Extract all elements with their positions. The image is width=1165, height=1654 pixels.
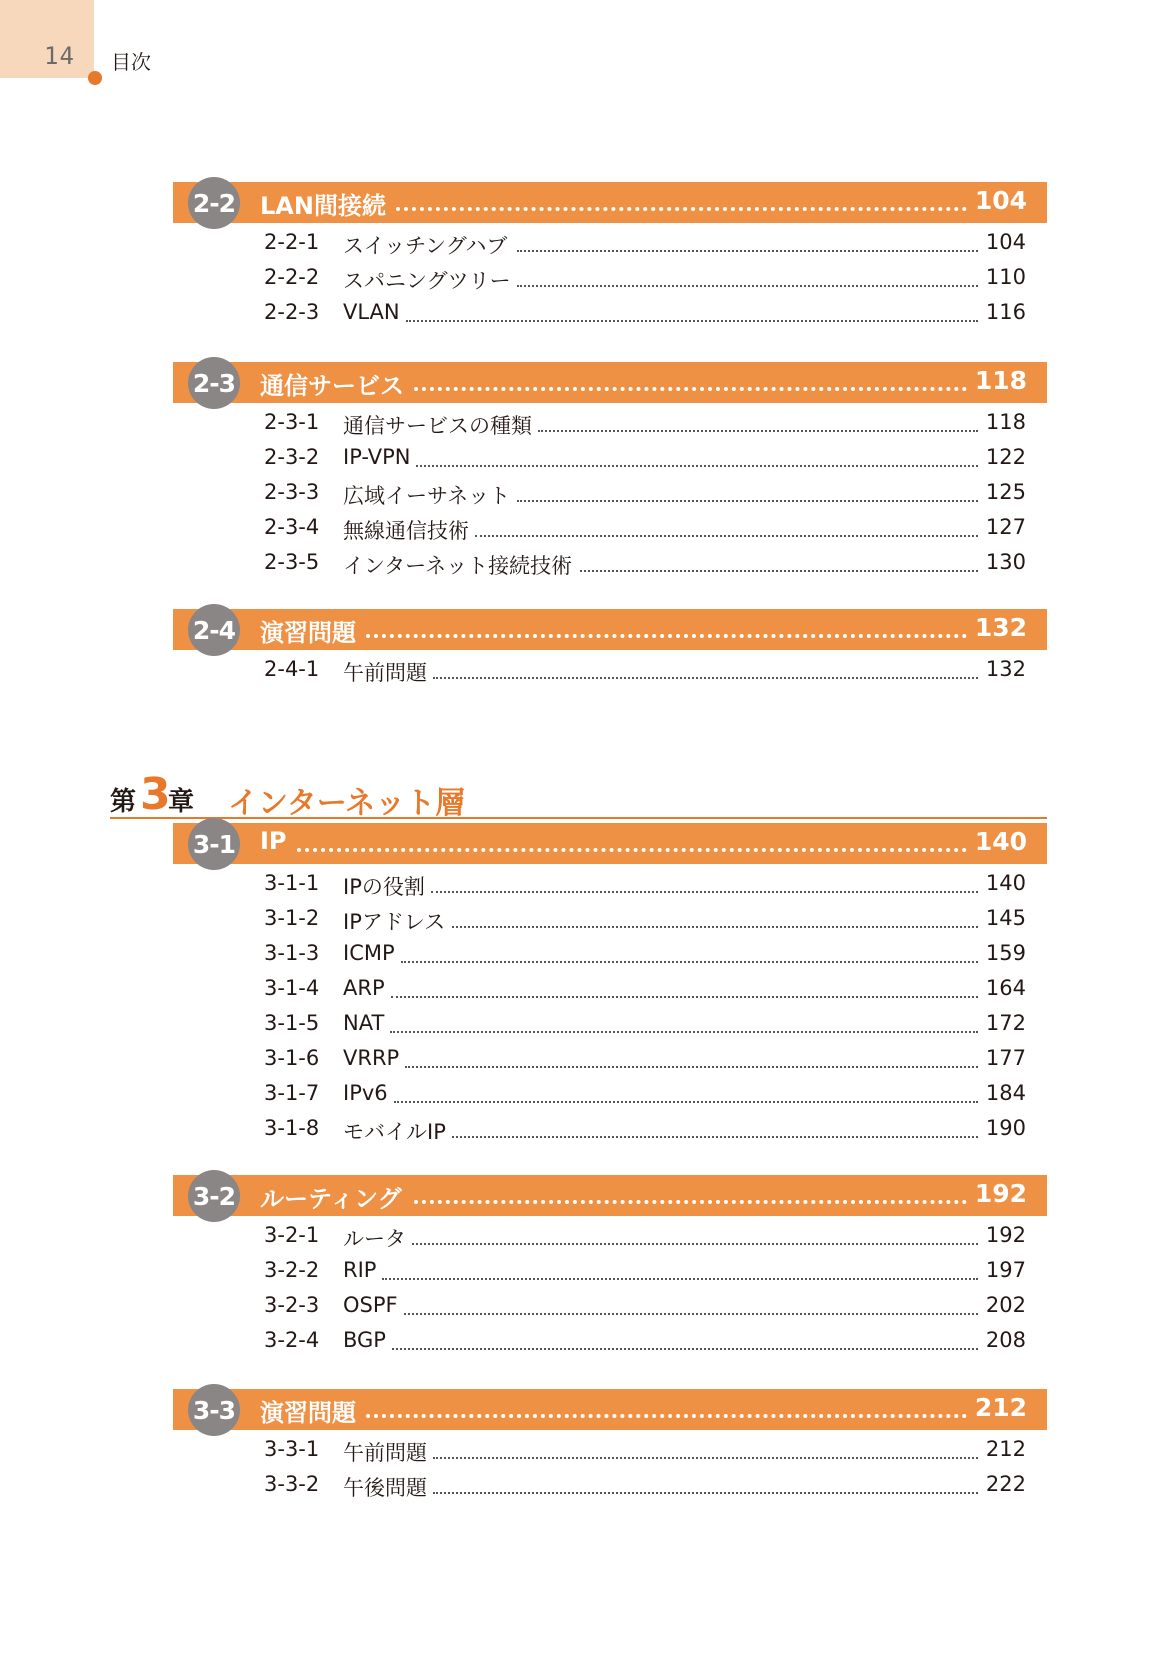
entry-leader-dots: [404, 1313, 978, 1315]
entry-number: 3-3-1: [264, 1437, 320, 1461]
entry-title: IPv6: [343, 1081, 388, 1105]
chapter-number: 3: [140, 769, 171, 820]
entry-leader-dots: [394, 1101, 978, 1103]
entry-number: 2-3-5: [264, 550, 320, 574]
section-3-2[interactable]: [173, 1175, 1047, 1216]
section-number: 2-4: [192, 615, 236, 645]
entry-page: 190: [985, 1116, 1026, 1140]
entry-number: 3-2-1: [264, 1223, 320, 1247]
entry-leader-dots: [431, 891, 978, 893]
section-leader-dots: [366, 1414, 967, 1418]
entry-number: 3-3-2: [264, 1472, 320, 1496]
page-dot-icon: [88, 71, 102, 85]
entry-number: 2-2-2: [264, 265, 320, 289]
entry-leader-dots: [412, 1243, 978, 1245]
section-number: 2-3: [192, 368, 236, 398]
entry-leader-dots: [452, 1136, 978, 1138]
toc-entry-3-2-1[interactable]: [264, 1223, 1026, 1253]
running-head: 目次: [111, 50, 151, 74]
entry-title: NAT: [343, 1011, 385, 1035]
entry-page: 140: [985, 871, 1026, 895]
chapter-suffix: 章: [168, 787, 195, 817]
entry-number: 3-2-4: [264, 1328, 320, 1352]
section-leader-dots: [366, 634, 967, 638]
section-title: LAN間接続: [260, 192, 386, 220]
entry-title: 午前問題: [343, 661, 427, 685]
section-number: 3-1: [192, 829, 236, 859]
chapter-heading: [110, 769, 1047, 821]
entry-page: 208: [985, 1328, 1026, 1352]
section-2-2[interactable]: [173, 182, 1047, 223]
section-title: 通信サービス: [260, 372, 404, 400]
toc-entry-2-2-1[interactable]: [264, 230, 1026, 260]
entry-number: 2-3-3: [264, 480, 320, 504]
section-number-badge: [188, 604, 240, 656]
chapter-prefix: 第: [110, 787, 137, 817]
section-page: 192: [974, 1179, 1027, 1208]
entry-page: 110: [985, 265, 1026, 289]
entry-number: 3-1-4: [264, 976, 320, 1000]
toc-entry-3-2-2[interactable]: [264, 1258, 1026, 1288]
entry-leader-dots: [406, 320, 978, 322]
section-page: 212: [974, 1393, 1027, 1422]
section-leader-dots: [396, 207, 967, 211]
entry-number: 2-4-1: [264, 657, 320, 681]
entry-number: 3-1-5: [264, 1011, 320, 1035]
entry-leader-dots: [517, 250, 978, 252]
section-number-badge: [188, 1384, 240, 1436]
entry-page: 222: [985, 1472, 1026, 1496]
section-number: 3-2: [192, 1181, 236, 1211]
toc-entry-2-3-2[interactable]: [264, 445, 1026, 475]
entry-page: 164: [985, 976, 1026, 1000]
toc-entry-2-3-4[interactable]: [264, 515, 1026, 545]
entry-title: インターネット接続技術: [343, 554, 573, 578]
toc-entry-3-1-3[interactable]: [264, 941, 1026, 971]
entry-number: 2-2-3: [264, 300, 320, 324]
entry-title: 無線通信技術: [343, 519, 469, 543]
entry-number: 3-1-8: [264, 1116, 320, 1140]
entry-number: 3-2-2: [264, 1258, 320, 1282]
section-number-badge: [188, 1170, 240, 1222]
toc-entry-2-3-1[interactable]: [264, 410, 1026, 440]
toc-entry-3-1-4[interactable]: [264, 976, 1026, 1006]
entry-page: 116: [985, 300, 1026, 324]
section-title: 演習問題: [260, 619, 356, 647]
entry-title: ICMP: [343, 941, 395, 965]
section-2-4[interactable]: [173, 609, 1047, 650]
entry-page: 192: [985, 1223, 1026, 1247]
entry-page: 145: [985, 906, 1026, 930]
toc-entry-3-3-1[interactable]: [264, 1437, 1026, 1467]
toc-entry-3-2-3[interactable]: [264, 1293, 1026, 1323]
entry-page: 202: [985, 1293, 1026, 1317]
entry-leader-dots: [517, 285, 978, 287]
entry-number: 3-1-6: [264, 1046, 320, 1070]
entry-leader-dots: [452, 926, 978, 928]
entry-title: スパニングツリー: [343, 269, 511, 293]
entry-title: 通信サービスの種類: [343, 414, 532, 438]
toc-entry-3-1-1[interactable]: [264, 871, 1026, 901]
entry-page: 159: [985, 941, 1026, 965]
section-page: 132: [974, 613, 1027, 642]
entry-page: 172: [985, 1011, 1026, 1035]
entry-leader-dots: [433, 1492, 978, 1494]
entry-page: 132: [985, 657, 1026, 681]
entry-title: IPの役割: [343, 875, 425, 899]
entry-page: 130: [985, 550, 1026, 574]
entry-leader-dots: [433, 677, 978, 679]
section-number-badge: [188, 818, 240, 870]
entry-number: 2-3-1: [264, 410, 320, 434]
entry-number: 3-2-3: [264, 1293, 320, 1317]
section-2-3[interactable]: [173, 362, 1047, 403]
toc-entry-2-3-5[interactable]: [264, 550, 1026, 580]
entry-page: 125: [985, 480, 1026, 504]
toc-entry-3-3-2[interactable]: [264, 1472, 1026, 1502]
entry-leader-dots: [391, 996, 978, 998]
entry-title: IP-VPN: [343, 445, 411, 469]
toc-entry-3-1-2[interactable]: [264, 906, 1026, 936]
section-page: 104: [974, 186, 1027, 215]
entry-leader-dots: [382, 1278, 978, 1280]
toc-entry-2-4-1[interactable]: [264, 657, 1026, 687]
entry-page: 104: [985, 230, 1026, 254]
toc-entry-3-2-4[interactable]: [264, 1328, 1026, 1358]
toc-entry-2-3-3[interactable]: [264, 480, 1026, 510]
entry-page: 177: [985, 1046, 1026, 1070]
entry-title: 午前問題: [343, 1441, 427, 1465]
section-title: ルーティング: [260, 1185, 402, 1213]
entry-leader-dots: [401, 961, 978, 963]
entry-number: 3-1-7: [264, 1081, 320, 1105]
section-3-1[interactable]: [173, 823, 1047, 864]
entry-title: ルータ: [343, 1227, 406, 1251]
toc-entry-3-1-5[interactable]: [264, 1011, 1026, 1041]
entry-page: 118: [985, 410, 1026, 434]
entry-title: スイッチングハブ: [343, 234, 508, 258]
section-bar: [173, 823, 1047, 864]
entry-page: 127: [985, 515, 1026, 539]
entry-title: モバイルIP: [343, 1120, 446, 1144]
entry-number: 3-1-2: [264, 906, 320, 930]
toc-entry-3-1-8[interactable]: [264, 1116, 1026, 1146]
entry-number: 2-3-2: [264, 445, 320, 469]
entry-page: 184: [985, 1081, 1026, 1105]
entry-leader-dots: [392, 1348, 978, 1350]
section-number-badge: [188, 357, 240, 409]
section-page: 140: [974, 827, 1027, 856]
entry-leader-dots: [517, 500, 978, 502]
entry-page: 197: [985, 1258, 1026, 1282]
entry-title: IPアドレス: [343, 910, 446, 934]
section-title: IP: [260, 827, 287, 855]
section-page: 118: [974, 366, 1027, 395]
chapter-title: インターネット層: [228, 786, 466, 821]
section-leader-dots: [414, 1200, 967, 1204]
entry-title: 広域イーサネット: [343, 484, 511, 508]
entry-title: VLAN: [343, 300, 400, 324]
page-number: 14: [44, 42, 75, 70]
entry-leader-dots: [433, 1457, 978, 1459]
entry-number: 3-1-3: [264, 941, 320, 965]
entry-leader-dots: [416, 465, 978, 467]
section-leader-dots: [297, 848, 967, 852]
section-number: 2-2: [192, 188, 236, 218]
entry-leader-dots: [580, 570, 978, 572]
section-3-3[interactable]: [173, 1389, 1047, 1430]
entry-page: 212: [985, 1437, 1026, 1461]
entry-leader-dots: [475, 535, 978, 537]
toc-entry-3-1-6[interactable]: [264, 1046, 1026, 1076]
entry-number: 2-2-1: [264, 230, 320, 254]
toc-entry-2-2-2[interactable]: [264, 265, 1026, 295]
section-number-badge: [188, 177, 240, 229]
entry-title: 午後問題: [343, 1476, 427, 1500]
entry-leader-dots: [390, 1031, 978, 1033]
toc-entry-2-2-3[interactable]: [264, 300, 1026, 330]
section-leader-dots: [414, 387, 967, 391]
section-title: 演習問題: [260, 1399, 356, 1427]
entry-title: VRRP: [343, 1046, 400, 1070]
entry-number: 3-1-1: [264, 871, 320, 895]
entry-leader-dots: [405, 1066, 978, 1068]
entry-title: OSPF: [343, 1293, 398, 1317]
toc-entry-3-1-7[interactable]: [264, 1081, 1026, 1111]
section-number: 3-3: [192, 1395, 236, 1425]
entry-title: RIP: [343, 1258, 377, 1282]
entry-title: ARP: [343, 976, 385, 1000]
entry-number: 2-3-4: [264, 515, 320, 539]
entry-title: BGP: [343, 1328, 386, 1352]
entry-leader-dots: [538, 430, 978, 432]
entry-page: 122: [985, 445, 1026, 469]
